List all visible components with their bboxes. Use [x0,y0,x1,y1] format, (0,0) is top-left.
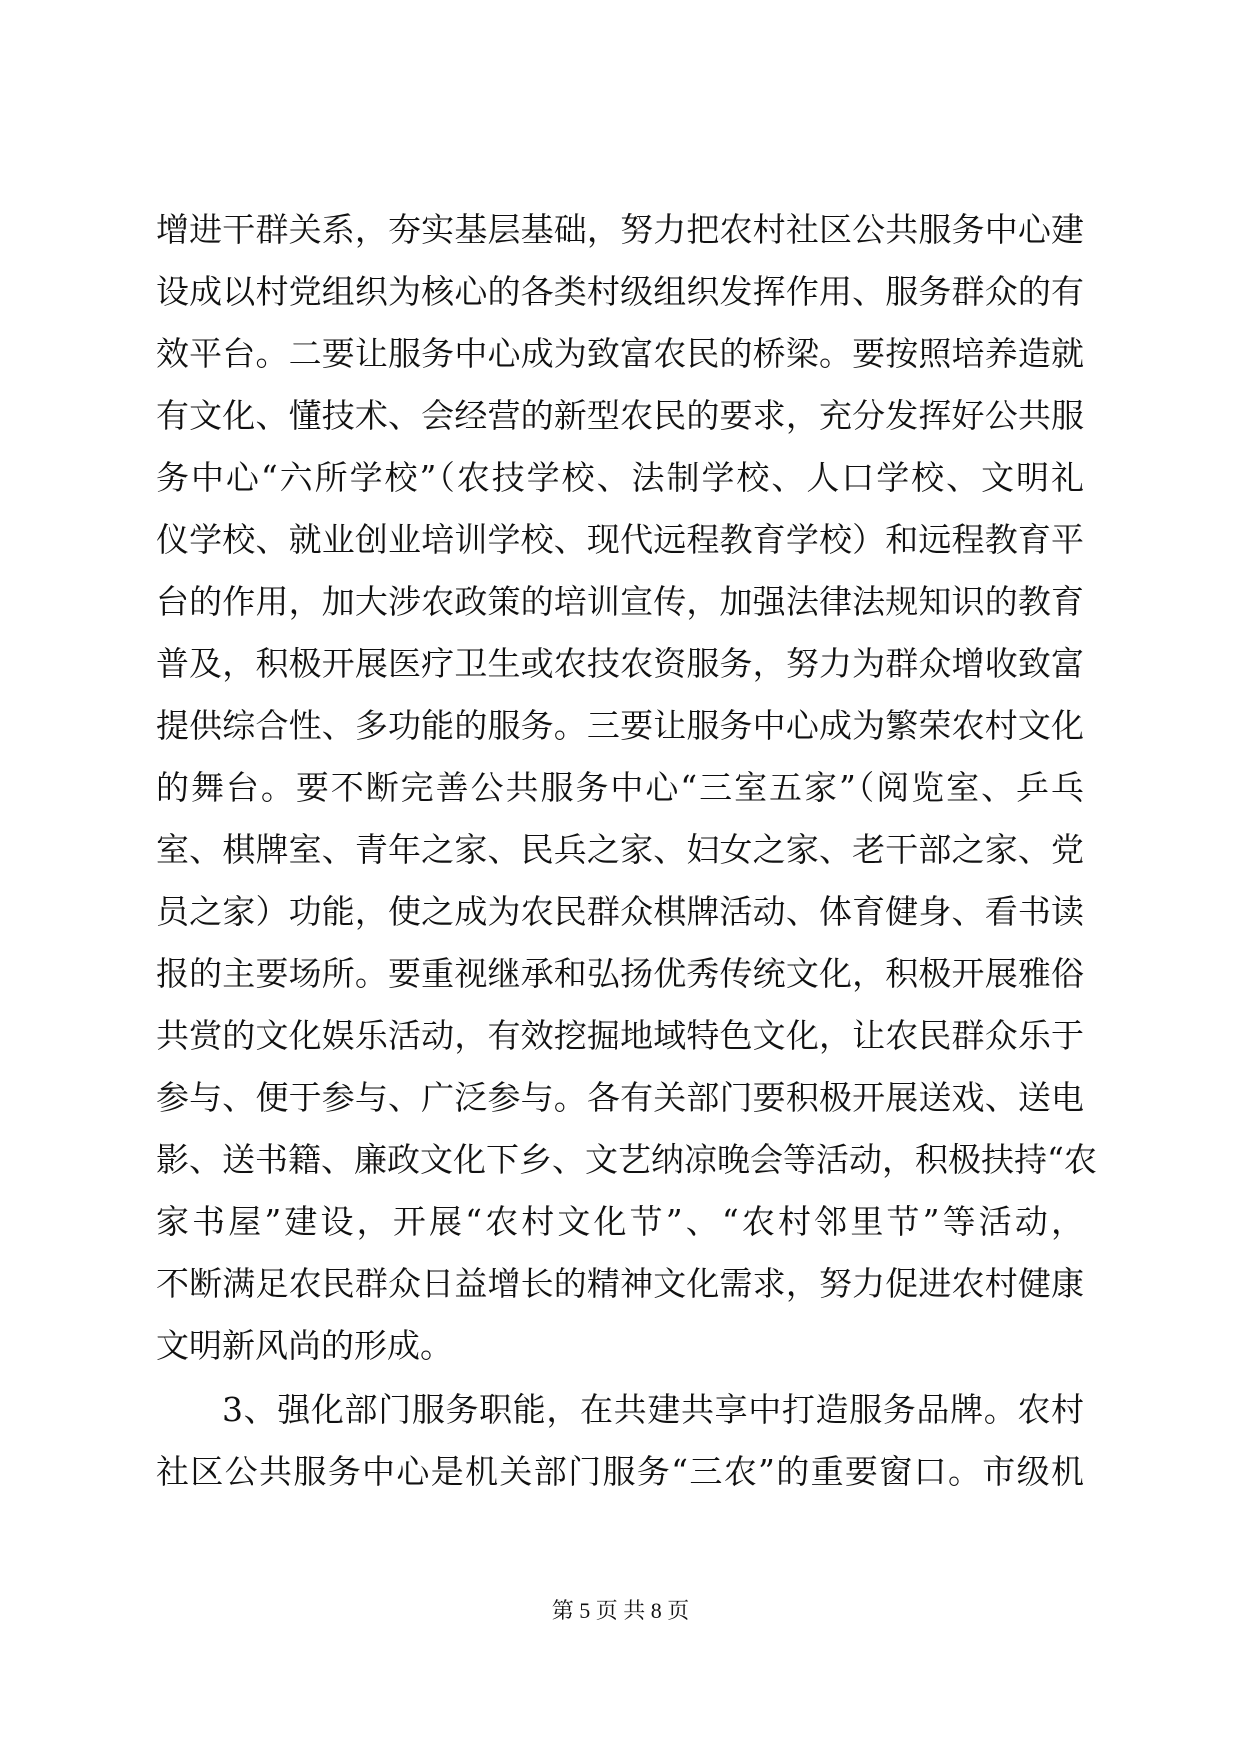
text-line: 共赏的文化娱乐活动，有效挖掘地域特色文化，让农民群众乐于 [156,1016,1084,1055]
text-line: 仪学校、就业创业培训学校、现代远程教育学校）和远程教育平 [156,520,1084,559]
text-line: 家书屋”建设，开展“农村文化节”、“农村邻里节”等活动， [156,1202,1084,1241]
text-line: 室、棋牌室、青年之家、民兵之家、妇女之家、老干部之家、党 [156,830,1084,869]
text-line: 增进干群关系，夯实基层基础，努力把农村社区公共服务中心建 [156,210,1084,249]
page-number-footer: 第 5 页 共 8 页 [551,1598,690,1623]
text-line: 普及，积极开展医疗卫生或农技农资服务，努力为群众增收致富 [156,644,1084,683]
text-line: 报的主要场所。要重视继承和弘扬优秀传统文化，积极开展雅俗 [156,954,1084,993]
text-line: 有文化、懂技术、会经营的新型农民的要求，充分发挥好公共服 [156,396,1084,435]
text-line: 设成以村党组织为核心的各类村级组织发挥作用、服务群众的有 [156,272,1084,311]
text-line: 效平台。二要让服务中心成为致富农民的桥梁。要按照培养造就 [156,334,1084,373]
text-line: 务中心“六所学校”（农技学校、法制学校、人口学校、文明礼 [156,458,1084,497]
text-line: 员之家）功能，使之成为农民群众棋牌活动、体育健身、看书读 [156,892,1084,931]
text-line: 社区公共服务中心是机关部门服务“三农”的重要窗口。市级机 [156,1452,1084,1491]
text-line: 的舞台。要不断完善公共服务中心“三室五家”（阅览室、乒乓 [156,768,1084,807]
text-line: 影、送书籍、廉政文化下乡、文艺纳凉晚会等活动，积极扶持“农 [156,1140,1097,1179]
text-line: 提供综合性、多功能的服务。三要让服务中心成为繁荣农村文化 [156,706,1084,745]
text-line: 不断满足农民群众日益增长的精神文化需求，努力促进农村健康 [156,1264,1084,1303]
text-line: 3、强化部门服务职能，在共建共享中打造服务品牌。农村 [222,1390,1084,1429]
text-line: 参与、便于参与、广泛参与。各有关部门要积极开展送戏、送电 [156,1078,1084,1117]
text-line: 文明新风尚的形成。 [156,1326,453,1365]
text-line: 台的作用，加大涉农政策的培训宣传，加强法律法规知识的教育 [156,582,1084,621]
